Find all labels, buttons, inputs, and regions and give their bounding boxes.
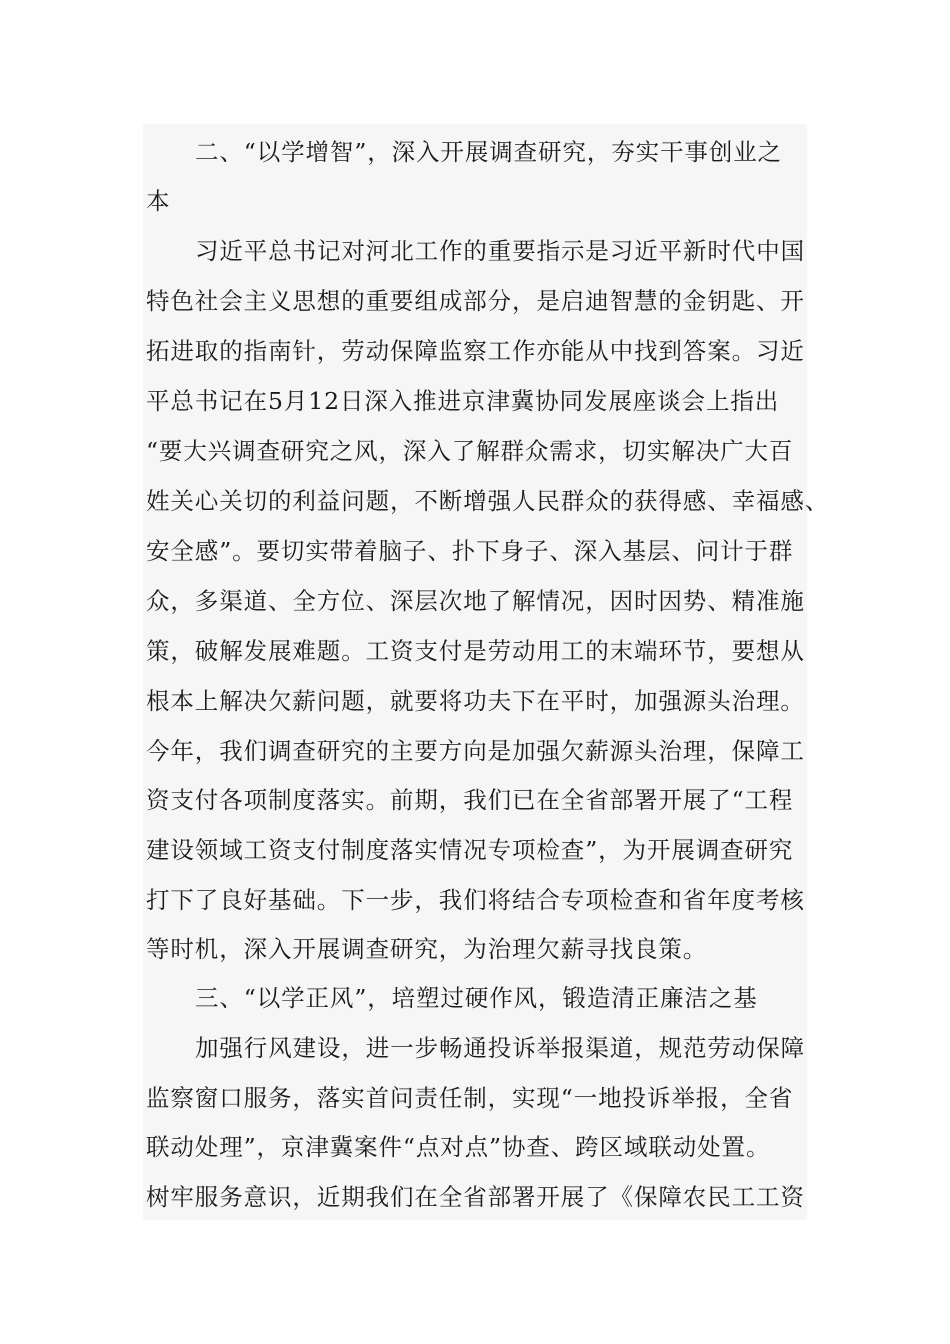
paragraph-line: 联动处理”，京津冀案件“点对点”协查、跨区域联动处置。: [146, 1133, 771, 1161]
paragraph-line: 监察窗口服务，落实首问责任制，实现“一地投诉举报，全省: [146, 1084, 794, 1112]
paragraph-line: 加强行风建设，进一步畅通投诉举报渠道，规范劳动保障: [195, 1034, 805, 1062]
paragraph-line: 根本上解决欠薪问题，就要将功夫下在平时，加强源头治理。: [146, 687, 805, 715]
paragraph-line: 策，破解发展难题。工资支付是劳动用工的末端环节，要想从: [146, 637, 805, 665]
section-heading-2: 二、“以学增智”，深入开展调查研究，夯实干事创业之: [195, 138, 783, 166]
paragraph-line: 平总书记在5月12日深入推进京津冀协同发展座谈会上指出: [146, 387, 780, 415]
section-heading-3: 三、“以学正风”，培塑过硬作风，锻造清正廉洁之基: [195, 984, 758, 1012]
paragraph-line: 习近平总书记对河北工作的重要指示是习近平新时代中国: [195, 237, 805, 265]
paragraph-line: 特色社会主义思想的重要组成部分，是启迪智慧的金钥匙、开: [146, 287, 805, 315]
paragraph-line: 建设领域工资支付制度落实情况专项检查”，为开展调查研究: [146, 836, 794, 864]
paragraph-line: 众，多渠道、全方位、深层次地了解情况，因时因势、精准施: [146, 587, 805, 615]
paragraph-line: 树牢服务意识，近期我们在全省部署开展了《保障农民工工资: [146, 1183, 805, 1211]
paragraph-line: 打下了良好基础。下一步，我们将结合专项检查和省年度考核: [146, 886, 805, 914]
paragraph-line: “要大兴调查研究之风，深入了解群众需求，切实解决广大百: [146, 437, 794, 465]
paragraph-line: 安全感”。要切实带着脑子、扑下身子、深入基层、问计于群: [146, 537, 794, 565]
paragraph-line: 姓关心关切的利益问题，不断增强人民群众的获得感、幸福感、: [146, 487, 830, 515]
paragraph-line: 拓进取的指南针，劳动保障监察工作亦能从中找到答案。习近: [146, 337, 805, 365]
section-heading-2-continued: 本: [146, 187, 171, 215]
paragraph-line: 资支付各项制度落实。前期，我们已在全省部署开展了“工程: [146, 786, 794, 814]
paragraph-line: 等时机，深入开展调查研究，为治理欠薪寻找良策。: [146, 935, 708, 963]
paragraph-line: 今年，我们调查研究的主要方向是加强欠薪源头治理，保障工: [146, 737, 805, 765]
